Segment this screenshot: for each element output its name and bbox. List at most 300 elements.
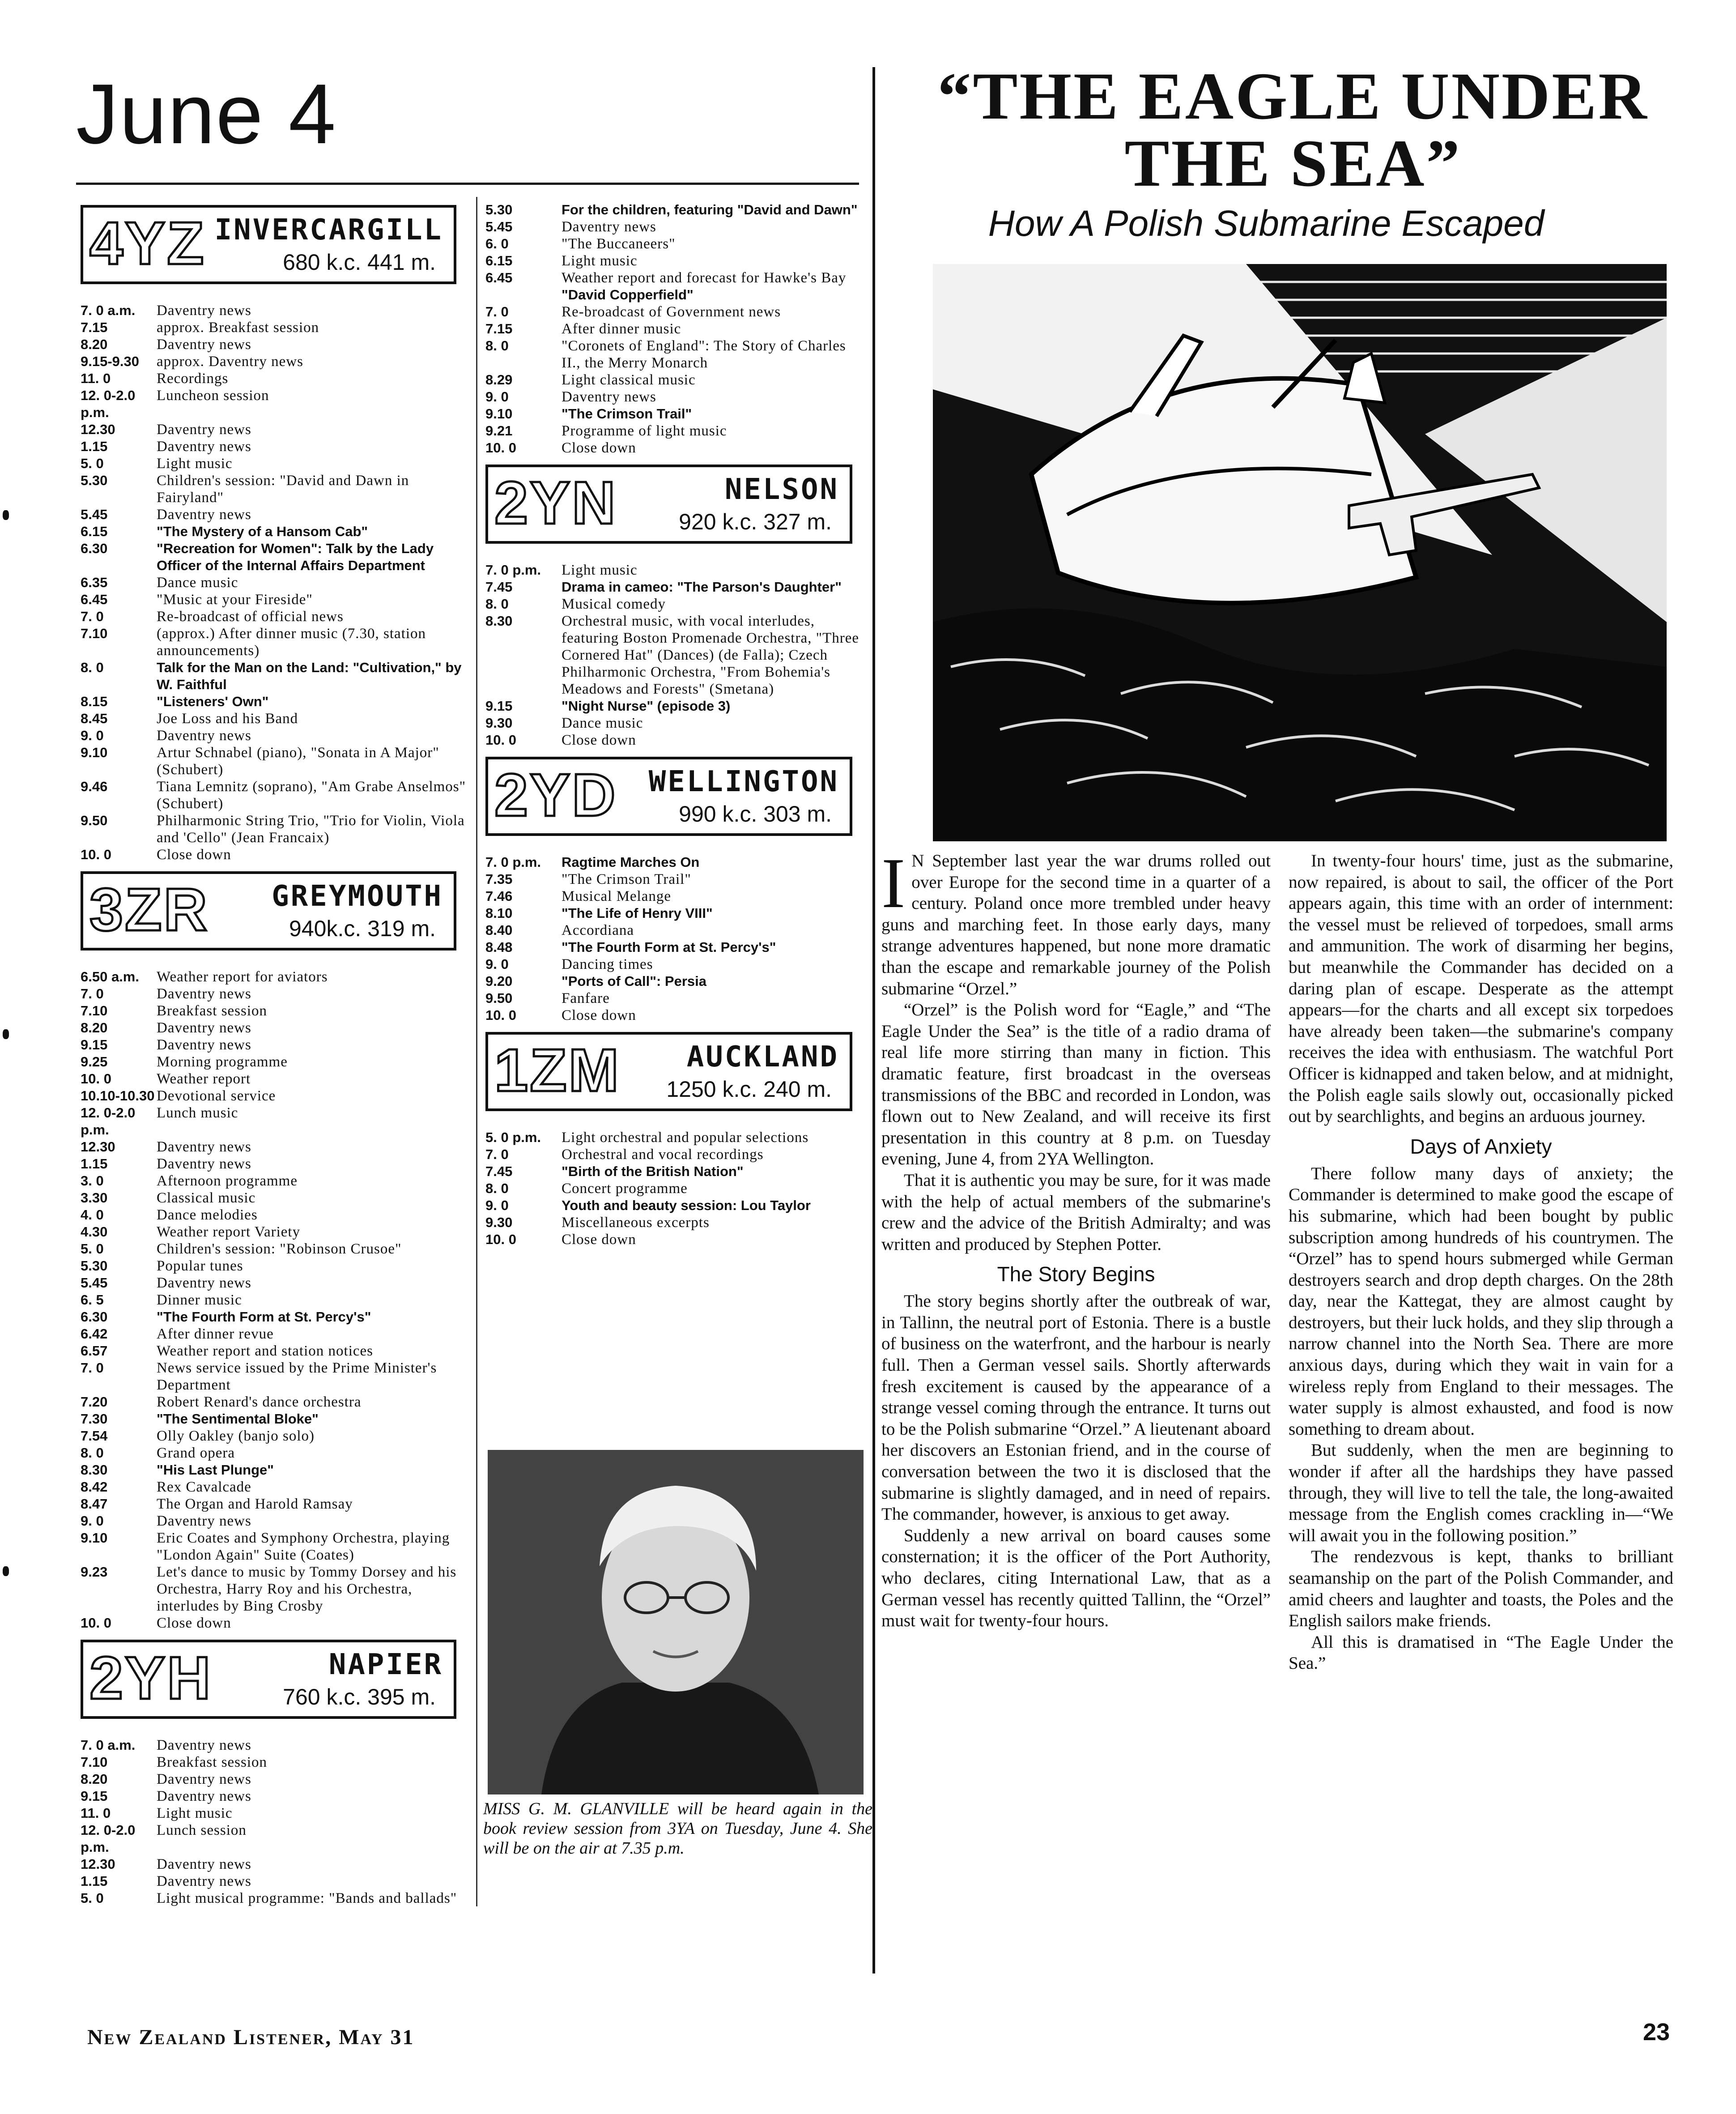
programme-time: 5. 0 xyxy=(81,1890,104,1906)
programme-item xyxy=(485,905,866,922)
programme-item xyxy=(485,303,866,320)
station-callsign: 2YH xyxy=(89,1644,213,1712)
programme-time: 8. 0 xyxy=(81,660,104,675)
programme-item xyxy=(81,1513,470,1530)
programme-time: 4.30 xyxy=(81,1224,108,1240)
programme-item xyxy=(485,422,866,439)
article-paragraph: Suddenly a new arrival on board causes some consternation; it is the officer of the Port Authority, who declares, citing International Law, that as a German vessel has recently quitted Tallinn, the “Orzel” must wait for twenty-four hours. xyxy=(881,1526,1271,1631)
programme-item xyxy=(81,1771,470,1788)
programme-time: 5.45 xyxy=(81,1275,108,1291)
programme-time: 9.21 xyxy=(485,423,513,439)
programme-title: Afternoon programme xyxy=(157,1173,298,1189)
programme-list-greymouth xyxy=(81,968,470,1632)
programme-item xyxy=(485,1146,866,1163)
programme-time: 7. 0 xyxy=(485,304,509,320)
programme-time: 1.15 xyxy=(81,1873,108,1889)
programme-time: 9.15 xyxy=(81,1037,108,1053)
programme-item xyxy=(485,405,866,422)
programme-time: 6.45 xyxy=(81,592,108,607)
programme-time: 9.30 xyxy=(485,1215,513,1230)
headline-line-2: THE SEA” xyxy=(1124,126,1462,200)
programme-item xyxy=(81,1890,470,1907)
page-number: 23 xyxy=(1643,2019,1670,2046)
programme-item xyxy=(81,985,470,1002)
programme-time: 7.10 xyxy=(81,626,108,641)
programme-item xyxy=(81,1326,470,1343)
programme-title: Daventry news xyxy=(157,422,251,438)
programme-title: After dinner revue xyxy=(157,1326,274,1342)
programme-time: 9.15 xyxy=(485,698,513,714)
programme-title: Daventry news xyxy=(157,1037,251,1053)
programme-title: Breakfast session xyxy=(157,1754,268,1770)
programme-item xyxy=(485,715,866,732)
programme-item xyxy=(81,1053,470,1070)
programme-time: 10.10-10.30 xyxy=(81,1088,155,1104)
programme-time: 8.40 xyxy=(485,922,513,938)
article-paragraph: In twenty-four hours' time, just as the submarine, now repaired, is about to sail, the officer of the Port appears again, this time with an order of internment: the vessel must be relieved of torpedoes, small arms and ammunition. The work of disarming her begins, but meanwhile the Commander has decided on a daring plan of escape. Desperate as the attempt appears—for the charts and all except six torpedoes have already been taken—the submarine's company receives the idea with enthusiasm. The watchful Port Officer is kidnapped and taken below, and at midnight, the Polish eagle sails slowly out, occasionally picked out by searchlights, and begins an arduous journey. xyxy=(1289,851,1673,1126)
programme-time: 10. 0 xyxy=(485,440,516,456)
programme-list-invercargill xyxy=(81,302,470,863)
programme-title: approx. Breakfast session xyxy=(157,320,319,336)
programme-time: 7. 0 xyxy=(81,986,104,1002)
article-paragraph: The rendezvous is kept, thanks to brilliant seamanship on the part of the Polish Commander, and amid cheers and laughter and toasts, the Poles and the English sailors make friends. xyxy=(1289,1547,1673,1631)
programme-time: 6.15 xyxy=(485,253,513,269)
programme-title: Light music xyxy=(562,562,638,578)
programme-item xyxy=(81,659,470,693)
programme-title: "Coronets of England": The Story of Charles II., the Merry Monarch xyxy=(562,338,846,371)
programme-item xyxy=(81,1087,470,1104)
programme-time: 6.42 xyxy=(81,1326,108,1342)
programme-time xyxy=(485,286,562,303)
programme-title: Philharmonic String Trio, "Trio for Violin, Viola and 'Cello" (Jean Francaix) xyxy=(157,813,465,846)
programme-title: Daventry news xyxy=(157,1856,251,1872)
programme-time: 5. 0 xyxy=(81,1241,104,1257)
programme-item xyxy=(81,1822,470,1856)
programme-title: Programme of light music xyxy=(562,423,727,439)
programme-time: 9. 0 xyxy=(485,389,509,405)
programme-item xyxy=(81,625,470,659)
programme-title: "David Copperfield" xyxy=(562,287,694,303)
programme-time: 9.10 xyxy=(81,1530,108,1546)
programme-time: 7. 0 xyxy=(81,1360,104,1376)
programme-title: Dance melodies xyxy=(157,1207,258,1223)
programme-time: 9. 0 xyxy=(81,728,104,743)
article-paragraph xyxy=(881,843,1271,999)
programme-time: 8.30 xyxy=(485,613,513,629)
programme-item xyxy=(81,1428,470,1445)
programme-title: "Recreation for Women": Talk by the Lady Officer of the Internal Affairs Department xyxy=(157,541,434,573)
programme-title: Light music xyxy=(157,456,233,472)
programme-title: After dinner music xyxy=(562,321,681,337)
programme-item xyxy=(81,1274,470,1291)
programme-time: 3.30 xyxy=(81,1190,108,1206)
programme-item xyxy=(81,968,470,985)
programme-time: 6.30 xyxy=(81,541,108,556)
programme-time: 12.30 xyxy=(81,1139,115,1155)
programme-title: Musical comedy xyxy=(562,596,666,612)
programme-item xyxy=(81,1240,470,1257)
programme-title: Luncheon session xyxy=(157,388,269,404)
programme-item xyxy=(485,235,866,252)
programme-time: 8.10 xyxy=(485,905,513,921)
programme-time: 9. 0 xyxy=(485,956,509,972)
programme-title: Dance music xyxy=(562,715,643,731)
programme-item xyxy=(485,320,866,337)
programme-time: 8.20 xyxy=(81,1771,108,1787)
programme-time: 6.57 xyxy=(81,1343,108,1359)
programme-title: Re-broadcast of official news xyxy=(157,609,344,625)
programme-time: 7.45 xyxy=(485,579,513,595)
station-header-greymouth xyxy=(81,871,456,950)
programme-item xyxy=(81,370,470,387)
programme-title: Robert Renard's dance orchestra xyxy=(157,1394,362,1410)
programme-time: 7. 0 xyxy=(81,609,104,624)
programme-time: 6.50 a.m. xyxy=(81,969,139,985)
programme-time: 8.15 xyxy=(81,694,108,709)
programme-title: Light music xyxy=(562,253,638,269)
programme-title: "The Crimson Trail" xyxy=(562,871,691,887)
programme-item xyxy=(485,1180,866,1197)
programme-item xyxy=(485,439,866,456)
station-callsign: 2YD xyxy=(494,761,617,829)
station-header-wellington xyxy=(485,757,852,836)
programme-time: 7. 0 a.m. xyxy=(81,1737,136,1753)
station-frequency: 1250 k.c. 240 m. xyxy=(666,1077,832,1102)
programme-item xyxy=(81,1564,470,1615)
portrait-image xyxy=(488,1450,864,1794)
programme-time: 12.30 xyxy=(81,1856,115,1872)
drop-cap: I xyxy=(881,843,906,923)
programme-item xyxy=(81,319,470,336)
programme-time: 7.20 xyxy=(81,1394,108,1410)
programme-item xyxy=(81,1360,470,1394)
station-header-invercargill xyxy=(81,205,456,284)
programme-item xyxy=(81,812,470,846)
programme-item xyxy=(81,1206,470,1223)
programme-item xyxy=(81,1223,470,1240)
programme-item xyxy=(81,1002,470,1019)
programme-title: Daventry news xyxy=(157,507,251,523)
programme-time: 8.29 xyxy=(485,372,513,388)
programme-title: Children's session: "David and Dawn in Fairyland" xyxy=(157,473,409,506)
programme-title: Breakfast session xyxy=(157,1003,268,1019)
programme-title: Talk for the Man on the Land: "Cultivation," by W. Faithful xyxy=(157,660,462,692)
programme-time: 9.50 xyxy=(81,813,108,828)
programme-item xyxy=(81,846,470,863)
programme-item xyxy=(81,608,470,625)
programme-time: 9.30 xyxy=(485,715,513,731)
programme-item xyxy=(81,727,470,744)
programme-time: 9.23 xyxy=(81,1564,108,1580)
programme-time: 8.30 xyxy=(81,1462,108,1478)
header-rule xyxy=(76,183,859,185)
programme-time: 7.15 xyxy=(485,321,513,337)
programme-item xyxy=(485,371,866,388)
programme-item xyxy=(485,973,866,990)
programme-time: 5. 0 xyxy=(81,456,104,471)
programme-title: (approx.) After dinner music (7.30, station announcements) xyxy=(157,626,426,659)
programme-item xyxy=(81,1462,470,1479)
programme-title: Close down xyxy=(157,1615,231,1631)
station-frequency: 990 k.c. 303 m. xyxy=(679,801,832,827)
station-callsign: 1ZM xyxy=(494,1036,621,1104)
programme-time: 12. 0-2.0 p.m. xyxy=(81,1105,136,1138)
programme-item xyxy=(81,744,470,778)
programme-title: "The Life of Henry VIII" xyxy=(562,905,713,921)
programme-time: 6.35 xyxy=(81,575,108,590)
programme-time: 9.25 xyxy=(81,1054,108,1070)
programme-item xyxy=(81,1754,470,1771)
programme-item xyxy=(81,472,470,506)
programme-time: 10. 0 xyxy=(485,732,516,748)
programme-item xyxy=(81,1856,470,1873)
programme-title: Dinner music xyxy=(157,1292,242,1308)
station-city: WELLINGTON xyxy=(648,765,839,798)
station-city: INVERCARGILL xyxy=(214,213,443,247)
programme-list-auckland xyxy=(485,1129,866,1248)
programme-title: Daventry news xyxy=(157,1156,251,1172)
programme-time: 5.30 xyxy=(485,202,513,217)
programme-item xyxy=(485,613,866,698)
station-city: NELSON xyxy=(724,473,839,506)
submarine-drawing xyxy=(933,264,1667,841)
programme-title: approx. Daventry news xyxy=(157,354,303,370)
programme-title: Daventry news xyxy=(157,1513,251,1529)
programme-item xyxy=(81,1070,470,1087)
programme-title: "Night Nurse" (episode 3) xyxy=(562,698,731,714)
article-paragraph: “Orzel” is the Polish word for “Eagle,” and “The Eagle Under the Sea” is the title of a radio drama of real life more stirring than many in fiction. This dramatic feature, first broadcast in the overseas transmissions of the BBC and recorded in London, was flown out to New Zealand, and will receive its first presentation in this country at 8 p.m. on Tuesday evening, June 4, from 2YA Wellington. xyxy=(881,1000,1271,1169)
article-paragraph: That it is authentic you may be sure, for it was made with the help of actual members of the submarine's crew and the advice of the British Admiralty; and was written and produced by Stephen Potter. xyxy=(881,1170,1271,1254)
programme-title: Daventry news xyxy=(157,728,251,744)
programme-title: For the children, featuring "David and Dawn" xyxy=(562,202,858,217)
programme-time: 8.48 xyxy=(485,939,513,955)
programme-item xyxy=(81,591,470,608)
programme-title: Devotional service xyxy=(157,1088,276,1104)
programme-item xyxy=(81,421,470,438)
programme-title: The Organ and Harold Ramsay xyxy=(157,1496,353,1512)
programme-item xyxy=(81,1189,470,1206)
station-callsign: 3ZR xyxy=(89,876,209,943)
programme-time: 6.30 xyxy=(81,1309,108,1325)
programme-list-napier xyxy=(81,1737,470,1907)
station-frequency: 940k.c. 319 m. xyxy=(289,916,436,941)
programme-item xyxy=(81,574,470,591)
programme-item xyxy=(81,1138,470,1155)
programme-time: 7. 0 p.m. xyxy=(485,562,541,578)
programme-title: "The Crimson Trail" xyxy=(562,406,692,422)
programme-title: Daventry news xyxy=(157,337,251,353)
programme-item xyxy=(81,710,470,727)
programme-time: 7.10 xyxy=(81,1003,108,1019)
programme-item xyxy=(485,956,866,973)
programme-list-napier-continued xyxy=(485,201,866,456)
programme-item xyxy=(81,438,470,455)
programme-time: 9. 0 xyxy=(485,1198,509,1213)
programme-title: Popular tunes xyxy=(157,1258,243,1274)
programme-time: 5.30 xyxy=(81,1258,108,1274)
programme-item xyxy=(485,579,866,596)
programme-title: Light musical programme: "Bands and ballads" xyxy=(157,1890,457,1906)
programme-item xyxy=(81,778,470,812)
programme-time: 1.15 xyxy=(81,1156,108,1172)
article-paragraph: But suddenly, when the men are beginning to wonder if after all the hardships they have passed through, they will live to tell the tale, the long-awaited message from the English comes crackling in—“We will await you in the following position.” xyxy=(1289,1441,1673,1545)
station-frequency: 920 k.c. 327 m. xyxy=(679,509,832,534)
programme-title: "The Fourth Form at St. Percy's" xyxy=(562,939,776,955)
programme-title: Light music xyxy=(157,1805,233,1821)
programme-time: 5.30 xyxy=(81,473,108,488)
page-date-title: June 4 xyxy=(76,67,337,162)
programme-time: 6.45 xyxy=(485,270,513,286)
programme-item xyxy=(485,871,866,888)
programme-title: Daventry news xyxy=(157,1873,251,1889)
programme-time: 7.15 xyxy=(81,320,108,335)
programme-title: Let's dance to music by Tommy Dorsey and his Orchestra, Harry Roy and his Orchestra, interludes by Bing Crosby xyxy=(157,1564,457,1614)
station-header-auckland xyxy=(485,1032,852,1111)
programme-item xyxy=(81,1496,470,1513)
listings-column-1 xyxy=(76,197,470,1907)
listings-column-2 xyxy=(481,197,866,1248)
article-subheading: How A Polish Submarine Escaped xyxy=(988,203,1545,244)
programme-title: Re-broadcast of Government news xyxy=(562,304,781,320)
programme-time: 9.20 xyxy=(485,973,513,989)
station-frequency: 680 k.c. 441 m. xyxy=(283,250,436,275)
station-city: NAPIER xyxy=(328,1648,443,1681)
programme-title: Accordiana xyxy=(562,922,634,938)
programme-item xyxy=(485,1129,866,1146)
programme-title: Daventry news xyxy=(157,439,251,455)
programme-time: 6. 5 xyxy=(81,1292,104,1308)
programme-item xyxy=(485,698,866,715)
programme-time: 10. 0 xyxy=(485,1232,516,1247)
programme-item xyxy=(81,1257,470,1274)
programme-time: 11. 0 xyxy=(81,371,111,386)
article-paragraph: All this is dramatised in “The Eagle Under the Sea.” xyxy=(1289,1632,1673,1673)
station-callsign: 2YN xyxy=(494,469,617,537)
programme-time: 9.10 xyxy=(81,745,108,760)
programme-item xyxy=(81,302,470,319)
programme-time: 8.42 xyxy=(81,1479,108,1495)
programme-item xyxy=(485,269,866,286)
programme-item xyxy=(485,854,866,871)
programme-title: Orchestral music, with vocal interludes, featuring Boston Promenade Orchestra, "Three Cornered Hat" (Dances) (de Falla); Czech Philharmonic Orchestra, "From Bohemia's Meadows and Forests" (Smetana) xyxy=(562,613,859,697)
programme-time: 12. 0-2.0 p.m. xyxy=(81,388,136,420)
programme-item xyxy=(81,1291,470,1308)
programme-title: "Birth of the British Nation" xyxy=(562,1164,744,1179)
programme-title: Weather report and forecast for Hawke's Bay xyxy=(562,270,847,286)
binding-mark xyxy=(3,1029,9,1039)
programme-item xyxy=(81,1873,470,1890)
programme-title: Olly Oakley (banjo solo) xyxy=(157,1428,315,1444)
section-heading: The Story Begins xyxy=(997,1262,1155,1286)
programme-item xyxy=(485,596,866,613)
programme-title: Recordings xyxy=(157,371,229,387)
programme-time: 10. 0 xyxy=(485,1007,516,1023)
binding-mark xyxy=(3,1566,9,1576)
programme-title: Daventry news xyxy=(157,1139,251,1155)
programme-title: Weather report and station notices xyxy=(157,1343,374,1359)
programme-item xyxy=(485,252,866,269)
programme-time: 9. 0 xyxy=(81,1513,104,1529)
programme-title: Children's session: "Robinson Crusoe" xyxy=(157,1241,402,1257)
programme-item xyxy=(485,1163,866,1180)
programme-time: 10. 0 xyxy=(81,847,111,862)
programme-title: Morning programme xyxy=(157,1054,288,1070)
programme-item xyxy=(81,336,470,353)
programme-title: Close down xyxy=(562,1232,636,1248)
programme-item xyxy=(485,990,866,1007)
programme-title: Eric Coates and Symphony Orchestra, playing "London Again" Suite (Coates) xyxy=(157,1530,450,1563)
programme-title: Daventry news xyxy=(157,1771,251,1787)
programme-time: 11. 0 xyxy=(81,1805,111,1821)
portrait-photo xyxy=(488,1450,864,1794)
station-city: AUCKLAND xyxy=(686,1040,839,1074)
programme-time: 7.45 xyxy=(485,1164,513,1179)
programme-title: "Ports of Call": Persia xyxy=(562,973,706,989)
programme-time: 7.30 xyxy=(81,1411,108,1427)
programme-title: Drama in cameo: "The Parson's Daughter" xyxy=(562,579,842,595)
programme-item xyxy=(485,1007,866,1024)
programme-title: Lunch session xyxy=(157,1822,247,1838)
programme-title: Light classical music xyxy=(562,372,696,388)
programme-item xyxy=(81,1530,470,1564)
programme-item xyxy=(81,455,470,472)
programme-item xyxy=(81,1479,470,1496)
programme-item xyxy=(485,562,866,579)
programme-title: Daventry news xyxy=(157,1737,251,1753)
programme-item xyxy=(81,1615,470,1632)
programme-item xyxy=(81,1104,470,1138)
programme-time: 8. 0 xyxy=(485,1181,509,1196)
programme-item xyxy=(81,693,470,710)
article-column-1 xyxy=(881,843,1271,1632)
programme-item xyxy=(81,1019,470,1036)
programme-item xyxy=(485,1197,866,1214)
programme-title: Grand opera xyxy=(157,1445,235,1461)
submarine-illustration xyxy=(933,264,1667,841)
programme-title: "The Buccaneers" xyxy=(562,236,676,252)
programme-title: "The Sentimental Bloke" xyxy=(157,1411,319,1427)
station-frequency: 760 k.c. 395 m. xyxy=(283,1684,436,1709)
programme-title: Classical music xyxy=(157,1190,256,1206)
programme-title: "His Last Plunge" xyxy=(157,1462,274,1478)
programme-item xyxy=(485,1231,866,1248)
programme-title: Ragtime Marches On xyxy=(562,854,700,870)
programme-time: 8. 0 xyxy=(81,1445,104,1461)
article-paragraph: There follow many days of anxiety; the Commander is determined to make good the escape of his submarine, which had been bought by public subscription among hundreds of his countrymen. The “Orzel” has to spend hours submerged while German destroyers search and drop depth charges. On the 28th day, near the Kattegat, they are almost caught by destroyers, but their luck holds, and they slip through a narrow channel into the North Sea. There are more anxious days, during which they wait in vain for a wireless reply from England to their messages. The water supply is almost exhausted, and food is now something to dream about. xyxy=(1289,1164,1673,1439)
programme-time: 6. 0 xyxy=(485,236,509,251)
programme-title: Close down xyxy=(562,440,636,456)
programme-time: 8. 0 xyxy=(485,596,509,612)
programme-title: Musical Melange xyxy=(562,888,672,904)
programme-title: News service issued by the Prime Minister's Department xyxy=(157,1360,437,1393)
programme-item xyxy=(81,387,470,421)
programme-title: Artur Schnabel (piano), "Sonata in A Major" (Schubert) xyxy=(157,745,439,778)
programme-time: 8.47 xyxy=(81,1496,108,1512)
programme-item xyxy=(485,286,866,303)
programme-item xyxy=(81,1172,470,1189)
programme-title: Daventry news xyxy=(157,1275,251,1291)
programme-time: 9.10 xyxy=(485,406,513,422)
programme-time: 7.46 xyxy=(485,888,513,904)
programme-time: 5.45 xyxy=(81,507,108,522)
portrait-caption: MISS G. M. GLANVILLE will be heard again in the book review session from 3YA on Tuesday, June 4. She will be on the air at 7.35 p.m. xyxy=(483,1799,872,1858)
programme-title: Lunch music xyxy=(157,1105,238,1121)
programme-title: Dancing times xyxy=(562,956,653,972)
programme-time: 8.20 xyxy=(81,1020,108,1036)
programme-time: 7. 0 a.m. xyxy=(81,303,136,318)
programme-title: Youth and beauty session: Lou Taylor xyxy=(562,1198,811,1213)
programme-title: Tiana Lemnitz (soprano), "Am Grabe Anselmos" (Schubert) xyxy=(157,779,466,812)
